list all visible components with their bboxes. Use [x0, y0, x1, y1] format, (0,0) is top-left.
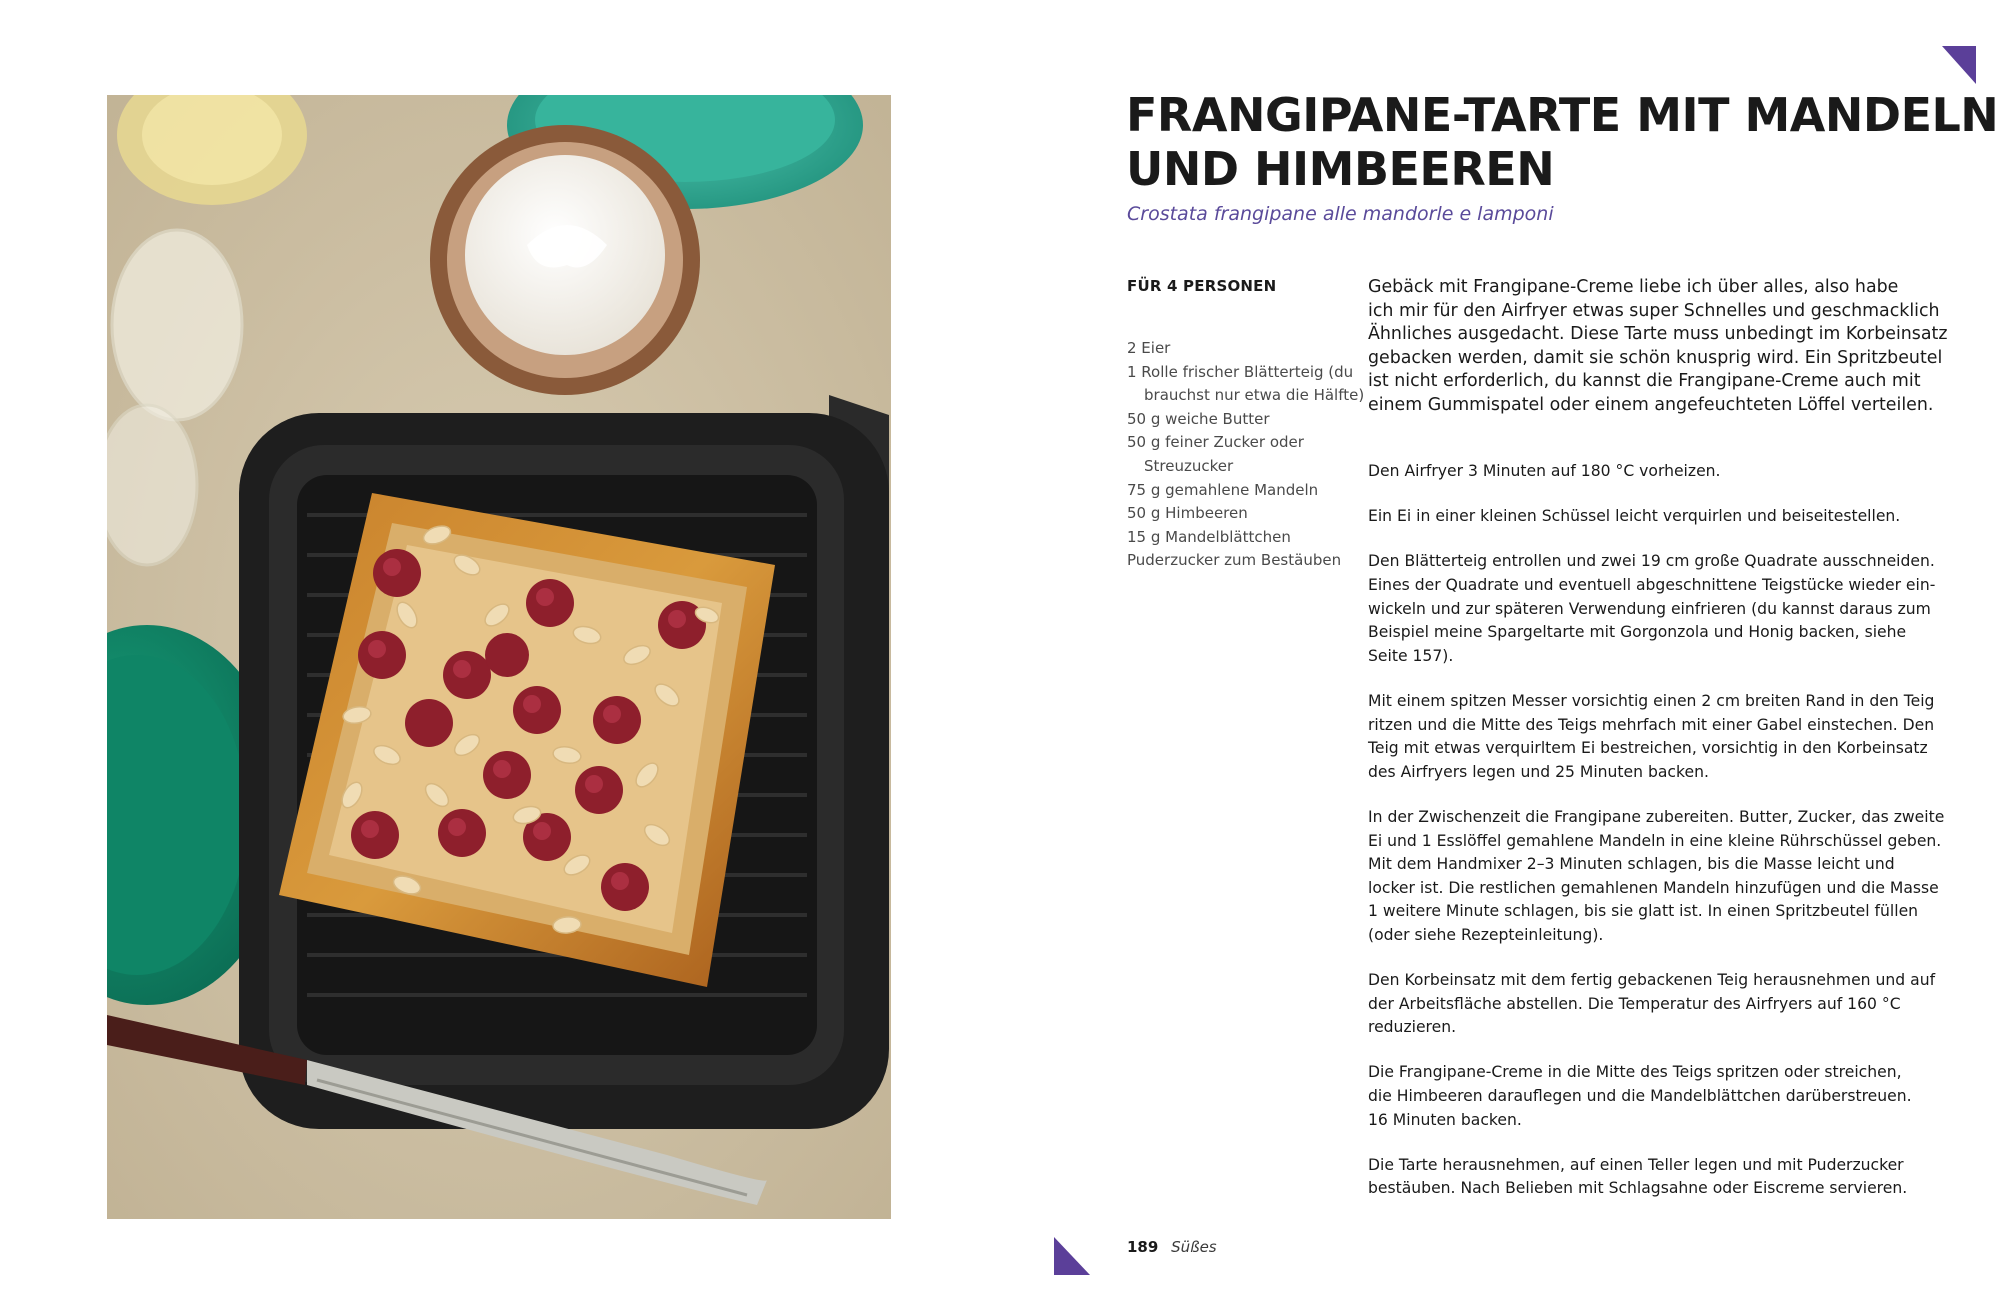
ingredient-list: [1127, 337, 1367, 573]
intro-line: gebacken werden, damit sie schön knusprig wird. Ein Spritzbeutel: [1368, 347, 1943, 368]
method-step-line: Mit dem Handmixer 2–3 Minuten schlagen, bis die Masse leicht und: [1368, 855, 1895, 874]
page-number: 189: [1127, 1238, 1159, 1256]
method-step: [1368, 460, 1928, 484]
method-step: [1368, 690, 1935, 784]
method-step-line: (oder siehe Rezepteinleitung).: [1368, 925, 1604, 944]
method-step-line: 16 Minuten backen.: [1368, 1110, 1522, 1129]
method-step-line: Den Airfryer 3 Minuten auf 180 °C vorheizen.: [1368, 462, 1721, 480]
ingredient-item: 50 g feiner Zucker oder: [1127, 433, 1304, 452]
method-step: [1368, 505, 1928, 529]
method-step-line: Den Blätterteig entrollen und zwei 19 cm große Quadrate ausschneiden.: [1368, 552, 1935, 571]
recipe-title-line: UND HIMBEEREN: [1126, 142, 1555, 196]
recipe-intro: [1368, 276, 1948, 418]
method-step-line: bestäuben. Nach Belieben mit Schlagsahne oder Eiscreme servieren.: [1368, 1179, 1908, 1198]
recipe-subtitle: Crostata frangipane alle mandorle e lamponi: [1127, 203, 1554, 225]
ingredient-item: Puderzucker zum Bestäuben: [1127, 551, 1342, 570]
intro-line: ist nicht erforderlich, du kannst die Frangipane-Creme auch mit: [1368, 371, 1921, 392]
method-step: [1368, 969, 1936, 1040]
method-step: [1368, 1154, 1928, 1201]
ingredient-item: 2 Eier: [1127, 339, 1171, 357]
method-step-line: Seite 157).: [1368, 646, 1454, 665]
intro-line: einem Gummispatel oder einem angefeuchteten Löffel verteilen.: [1368, 394, 1934, 415]
method-step-line: Ei und 1 Esslöffel gemahlene Mandeln in eine kleine Rührschüssel geben.: [1368, 831, 1942, 850]
method-step-line: Beispiel meine Spargeltarte mit Gorgonzola und Honig backen, siehe: [1368, 623, 1907, 642]
ingredient-item: 15 g Mandelblättchen: [1127, 527, 1291, 546]
corner-triangle-top: [1942, 46, 1976, 84]
method-step-line: des Airfryers legen und 25 Minuten backen.: [1368, 762, 1709, 781]
method-step-line: In der Zwischenzeit die Frangipane zubereiten. Butter, Zucker, das zweite: [1368, 807, 1945, 826]
method-step-line: Teig mit etwas verquirltem Ei bestreichen, vorsichtig in den Korbeinsatz: [1368, 739, 1928, 758]
tart-photo-illustration: [107, 95, 891, 1219]
ingredient-item: 75 g gemahlene Mandeln: [1127, 480, 1319, 499]
method-step-line: Eines der Quadrate und eventuell abgeschnittene Teigstücke wieder ein-: [1368, 575, 1936, 594]
section-name: Süßes: [1171, 1238, 1217, 1256]
recipe-title: [1126, 88, 1999, 196]
method-step-line: wickeln und zur späteren Verwendung einfrieren (du kannst daraus zum: [1368, 599, 1931, 618]
intro-line: Gebäck mit Frangipane-Creme liebe ich über alles, also habe: [1368, 277, 1899, 297]
method-step-line: Die Frangipane-Creme in die Mitte des Teigs spritzen oder streichen,: [1368, 1063, 1902, 1082]
method-steps: [1368, 460, 1945, 1223]
intro-line: ich mir für den Airfryer etwas super Schnelles und geschmacklich: [1368, 300, 1940, 321]
method-step-line: 1 weitere Minute schlagen, bis sie glatt ist. In einen Spritzbeutel füllen: [1368, 902, 1919, 921]
ingredient-item: 50 g Himbeeren: [1127, 504, 1248, 523]
ingredient-item-continuation: brauchst nur etwa die Hälfte): [1144, 386, 1365, 405]
page-footer: [1127, 1238, 1217, 1256]
method-step-line: locker ist. Die restlichen gemahlenen Mandeln hinzufügen und die Masse: [1368, 878, 1939, 897]
intro-line: Ähnliches ausgedacht. Diese Tarte muss unbedingt im Korbeinsatz: [1368, 324, 1948, 345]
servings-label: FÜR 4 PERSONEN: [1127, 277, 1277, 295]
method-step-line: Mit einem spitzen Messer vorsichtig einen 2 cm breiten Rand in den Teig: [1368, 691, 1935, 710]
method-step-line: Die Tarte herausnehmen, auf einen Teller legen und mit Puderzucker: [1368, 1155, 1904, 1174]
method-step-line: Den Korbeinsatz mit dem fertig gebackenen Teig herausnehmen und auf: [1368, 971, 1936, 990]
ingredient-item-continuation: Streuzucker: [1144, 456, 1234, 475]
recipe-title-line: FRANGIPANE-TARTE MIT MANDELN: [1126, 88, 1999, 142]
method-step-line: der Arbeitsfläche abstellen. Die Temperatur des Airfryers auf 160 °C: [1368, 994, 1901, 1013]
ingredient-item: 50 g weiche Butter: [1127, 409, 1270, 428]
method-step: [1368, 806, 1945, 948]
method-step-line: reduzieren.: [1368, 1018, 1457, 1037]
method-step-line: Ein Ei in einer kleinen Schüssel leicht verquirlen und beiseitestellen.: [1368, 507, 1901, 526]
ingredient-item: 1 Rolle frischer Blätterteig (du: [1127, 362, 1354, 381]
method-step-line: die Himbeeren darauflegen und die Mandelblättchen darüberstreuen.: [1368, 1087, 1912, 1106]
recipe-photo: [107, 95, 891, 1219]
method-step: [1368, 550, 1936, 668]
corner-triangle-bottom: [1054, 1237, 1090, 1275]
method-step-line: ritzen und die Mitte des Teigs mehrfach mit einer Gabel einstechen. Den: [1368, 715, 1935, 734]
method-step: [1368, 1061, 1928, 1132]
